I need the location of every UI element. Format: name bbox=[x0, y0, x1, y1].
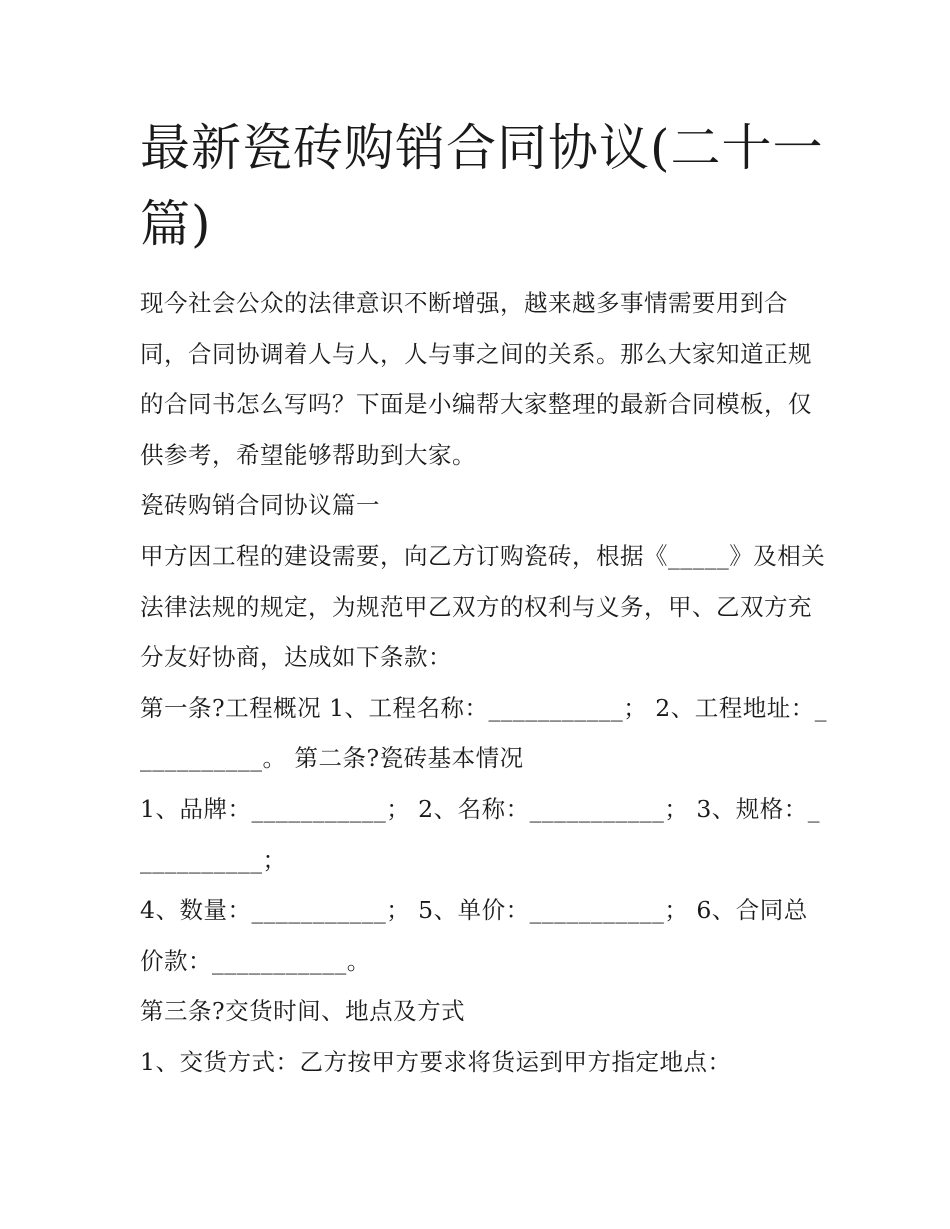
clause-paragraph: 4、数量：___________； 5、单价：___________； 6、合同总价款：___________。 bbox=[140, 896, 808, 975]
clause-heading: 第三条?交货时间、地点及方式 bbox=[140, 997, 466, 1026]
clause-paragraph: 第一条?工程概况 1、工程名称：___________； 2、工程地址：___________。 第二条?瓷砖基本情况 bbox=[140, 693, 827, 773]
section-heading: 瓷砖购销合同协议篇一 bbox=[140, 491, 380, 520]
clause-paragraph: 1、交货方式：乙方按甲方要求将货运到甲方指定地点： bbox=[140, 1047, 732, 1076]
document-body bbox=[140, 278, 830, 1088]
clause-paragraph: 1、品牌：___________； 2、名称：___________； 3、规格：___________； bbox=[140, 794, 821, 874]
intro-paragraph: 现今社会公众的法律意识不断增强，越来越多事情需要用到合同，合同协调着人与人，人与事之间的关系。那么大家知道正规的合同书怎么写吗？下面是小编帮大家整理的最新合同模板，仅供参考，希望能够帮助到大家。 bbox=[140, 289, 812, 469]
document-title: 最新瓷砖购销合同协议(二十一篇) bbox=[140, 119, 824, 253]
contract-paragraph: 甲方因工程的建设需要，向乙方订购瓷砖，根据《_____》及相关法律法规的规定，为规范甲乙双方的权利与义务，甲、乙双方充分友好协商，达成如下条款： bbox=[140, 541, 826, 672]
